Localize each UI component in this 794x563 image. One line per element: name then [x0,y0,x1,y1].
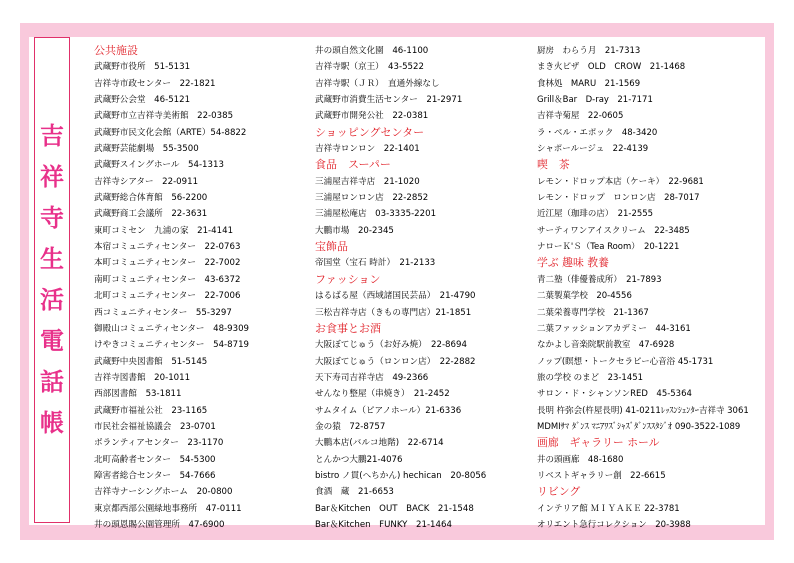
directory-entry: 吉祥寺市政センター 22-1821 [94,78,216,89]
directory-entry: オリエント急行コレクション 20-3988 [537,519,691,530]
directory-entry: 武蔵野市開発公社 22-0381 [315,111,429,122]
directory-entry: 武蔵野市役所 51-5131 [94,62,191,73]
directory-entry: 吉祥寺駅（ＪＲ） 直通外線なし [315,78,440,89]
directory-entry: 東町コミセン 九浦の家 21-4141 [94,225,234,236]
directory-entry: まき火ピザ OLD CROW 21-1468 [537,62,686,73]
directory-entry: 大阪ぼてじゅう（ロンロン店） 22-2882 [315,356,476,367]
directory-entry: 武蔵野市民文化会館（ARTE）54-8822 [94,127,247,138]
title-char: 生 [40,245,64,273]
directory-entry: 三松吉祥寺店（きもの専門店）21-1851 [315,307,472,318]
directory-entry: 近江屋（珈琲の店） 21-2555 [537,209,654,220]
directory-entry: 御殿山コミュニティセンター 48-9309 [94,323,250,334]
directory-entry: ラ・ベル・エポック 48-3420 [537,127,658,138]
section-heading: 喫 茶 [537,158,570,172]
directory-entry: シャポールージュ 22-4139 [537,144,649,155]
directory-entry: 武蔵野中央図書館 51-5145 [94,356,208,367]
directory-entry: 二葉ファッションアカデミー 44-3161 [537,323,691,334]
section-heading: お食事とお酒 [315,321,381,335]
directory-entry: 北町高齢者センター 54-5300 [94,454,216,465]
title-char: 活 [40,286,64,314]
directory-entry: サロン・ド・シャンソンRED 45-5364 [537,389,692,400]
title-char: 帳 [40,409,64,437]
title-char: 寺 [40,204,64,232]
directory-entry: Grill＆Bar D-ray 21-7171 [537,95,653,106]
directory-entry: 食林処 MARU 21-1569 [537,78,641,89]
title-char: 話 [40,368,64,396]
directory-entry: 武蔵野スイングホール 54-1313 [94,160,224,171]
directory-entry: 武蔵野芸能劇場 55-3500 [94,144,199,155]
directory-entry: 南町コミュニティセンター 43-6372 [94,274,241,285]
directory-entry: レモン・ドロップ本店（ケーキ） 22-9681 [537,176,704,187]
section-heading: 公共施設 [94,44,138,57]
directory-entry: せんなり整屋（串焼き） 21-2452 [315,389,450,400]
vertical-title [34,37,70,523]
directory-entry: 武蔵野市福祉公社 23-1165 [94,405,208,416]
directory-column-2 [315,43,520,533]
directory-entry: 武蔵野公会堂 46-5121 [94,95,191,106]
directory-entry: 西コミュニティセンター 55-3297 [94,307,232,318]
directory-entry: 吉祥寺菊屋 22-0605 [537,111,624,122]
directory-entry: 本町コミュニティセンター 22-7002 [94,258,241,269]
directory-column-3 [537,43,772,533]
directory-entry: 帝国堂（宝石 時計） 21-2133 [315,258,436,269]
directory-entry: 井の頭自然文化園 46-1100 [315,46,429,56]
directory-entry: 井の頭画廊 48-1680 [537,454,624,465]
directory-entry: 東京都西部公園緑地事務所 47-0111 [94,503,242,514]
directory-entry: サムタイム（ピアノホール）21-6336 [315,405,462,416]
directory-entry: 金の猿 72-8757 [315,421,386,432]
directory-entry: 吉祥寺図書館 20-1011 [94,372,191,383]
directory-entry: 旅の学校 のまど 23-1451 [537,372,644,383]
directory-entry: サーティワンアイスクリーム 22-3485 [537,225,690,236]
directory-entry: 市民社会福祉協議会 23-0701 [94,421,216,432]
directory-entry: 大鵬本店(バルコ地階) 22-6714 [315,438,444,449]
directory-entry: 食酒 蔵 21-6653 [315,487,394,498]
directory-entry: 井の頭恩賜公園管理所 47-6900 [94,519,225,530]
directory-entry: ボランティアセンター 23-1170 [94,438,224,449]
directory-entry: 三浦屋ロンロン店 22-2852 [315,193,429,204]
section-heading: 宝飾品 [315,240,348,254]
directory-column-1 [94,43,299,533]
directory-entry: 吉祥寺駅（京王） 43-5522 [315,62,424,73]
directory-entry: リベストギャラリー創 22-6615 [537,470,666,481]
section-heading: ショッピングセンター [315,125,425,139]
directory-entry: とんかつ大鵬21-4076 [315,454,403,465]
directory-entry: はるばる屋（西域諸国民芸品） 21-4790 [315,291,476,302]
directory-entry: 吉祥寺ナーシングホーム 20-0800 [94,487,233,498]
directory-entry: 天下寿司吉祥寺店 49-2366 [315,372,429,383]
directory-entry: 武蔵野商工会議所 22-3631 [94,209,208,220]
directory-entry: なかよし音楽院駅前教室 47-6928 [537,340,675,351]
directory-entry: 二葉栄養専門学校 21-1367 [537,307,649,318]
directory-entry: 長明 杵弥会(杵屋長明) 41-0211ﾚｯｽﾝｼｪﾝﾀｰ吉祥寺 3061 [537,405,749,416]
directory-entry: インテリア館 ＭＩＹＡＫＥ 22-3781 [537,503,680,514]
directory-entry: 武蔵野総合体育館 56-2200 [94,193,208,204]
directory-entry: 三浦屋吉祥寺店 21-1020 [315,176,420,187]
directory-entry: Bar＆Kitchen OUT BACK 21-1548 [315,503,474,514]
directory-entry: レモン・ドロップ ロンロン店 28-7017 [537,193,700,204]
directory-entry: 二葉製菓学校 20-4556 [537,291,632,302]
section-heading: リビング [537,485,581,499]
directory-entry: MDMIｻﾏ ﾀﾞﾝｽ ﾏﾆｱﾜｽﾞｼｬｽﾞﾀﾞﾝｽｽﾀｼﾞｵ 090-3522-1089 [537,421,741,432]
directory-entry: 青二塾（俳優養成所） 21-7893 [537,274,662,285]
title-char: 祥 [40,163,64,191]
directory-entry: 三浦屋松庵店 03-3335-2201 [315,209,437,220]
directory-entry: 本宿コミュニティセンター 22-0763 [94,242,241,253]
directory-entry: 武蔵野市消費生活センター 21-2971 [315,95,463,106]
section-heading: 食品 スーパー [315,158,391,172]
section-heading: 学ぶ 趣味 教養 [537,256,609,270]
title-char: 電 [40,327,64,355]
directory-entry: 武蔵野市立吉祥寺美術館 22-0385 [94,111,234,122]
directory-entry: ノップ(瞑想・トークセラピー心音浴 45-1731 [537,356,714,367]
directory-entry: 大鵬市場 20-2345 [315,225,394,236]
directory-entry: 北町コミュニティセンター 22-7006 [94,291,241,302]
section-heading: 画廊 ギャラリー ホール [537,436,660,450]
directory-entry: 大阪ぼてじゅう（お好み焼） 22-8694 [315,340,467,351]
directory-entry: けやきコミュニティセンター 54-8719 [94,340,250,351]
section-heading: ファッション [315,272,381,286]
directory-entry: 厨房 わらう月 21-7313 [537,46,641,56]
directory-entry: 西部図書館 53-1811 [94,389,182,400]
directory-entry: 吉祥寺ロンロン 22-1401 [315,144,420,155]
directory-entry: 吉祥寺シアター 22-0911 [94,176,199,187]
directory-entry: ナローＫ'Ｓ（Tea Room） 20-1221 [537,242,680,253]
title-char: 吉 [40,122,64,150]
directory-entry: bistro ノ貫(へちかん) hechican 20-8056 [315,470,487,481]
directory-entry: 障害者総合センター 54-7666 [94,470,216,481]
directory-entry: Bar＆Kitchen FUNKY 21-1464 [315,519,452,530]
